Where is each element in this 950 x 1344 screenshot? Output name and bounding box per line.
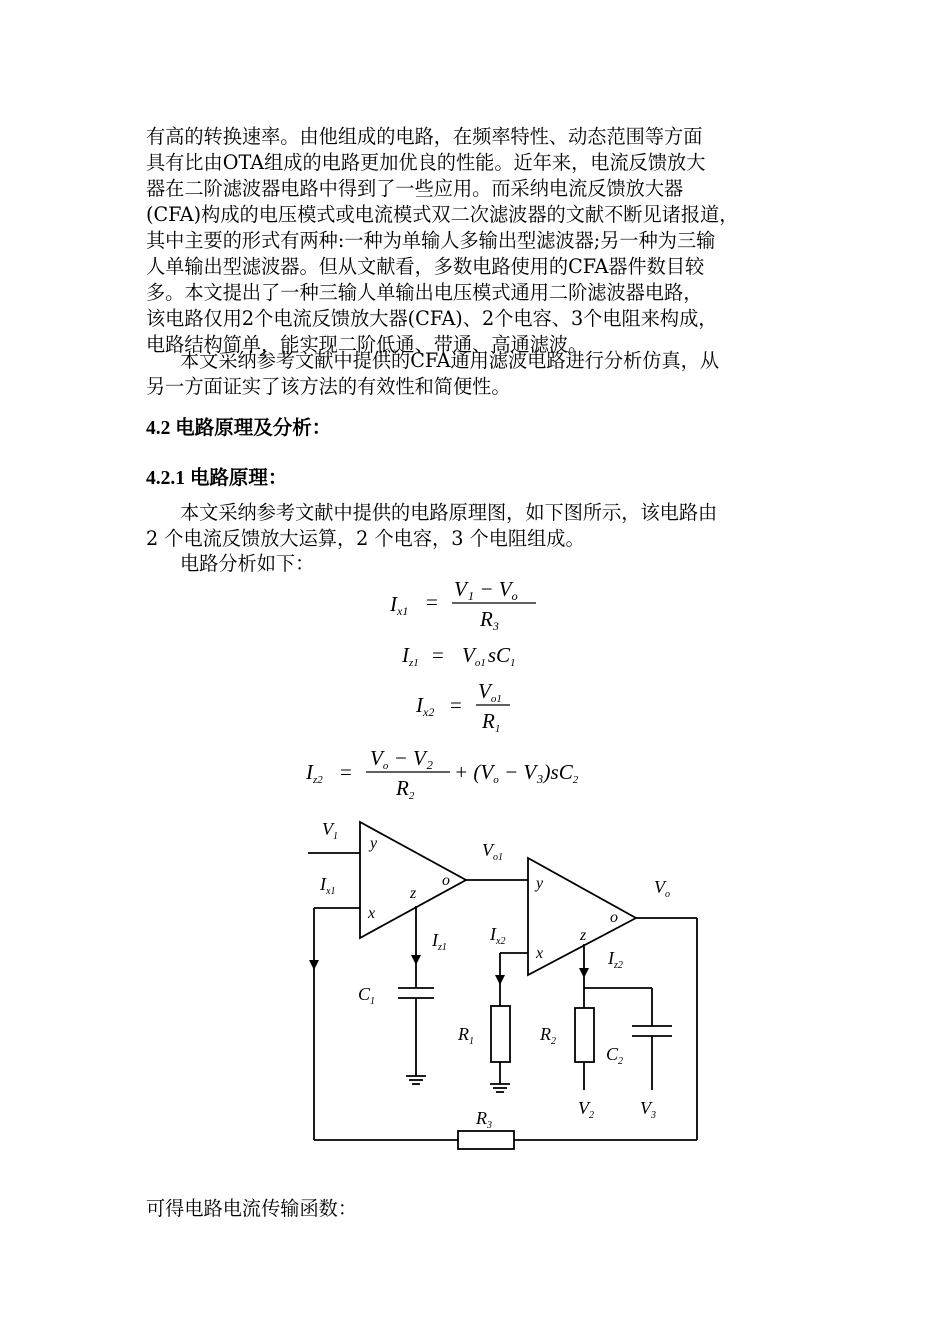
label-r1: $R_1$	[458, 1024, 474, 1047]
label-v3: $V_3$	[640, 1098, 656, 1121]
eq4-denominator: R2	[396, 776, 415, 802]
cfa-amplifier-2	[528, 858, 636, 975]
resistor-r3	[458, 1131, 514, 1149]
label-amp2-x: x	[536, 945, 544, 962]
arrow-icon	[309, 960, 319, 970]
eq1-denominator: R3	[480, 607, 499, 633]
eq1-lhs: Ix1	[390, 592, 409, 618]
equation-1	[389, 577, 536, 633]
resistor-r1	[491, 1006, 510, 1062]
label-c1: $C_1$	[358, 984, 376, 1007]
label-r3: $R_3$	[476, 1108, 492, 1131]
eq3-equals: =	[450, 693, 462, 717]
text-line: 多。本文提出了一种三输人单输出电压模式通用二阶滤波器电路，	[146, 281, 703, 304]
label-iz2: $I_{z2}$	[608, 948, 623, 971]
equation-4	[305, 746, 579, 802]
eq2-lhs: Iz1	[402, 643, 419, 669]
label-ix1: $I_{x1}$	[320, 874, 336, 897]
text-line: 电路分析如下：	[180, 552, 315, 575]
equation-2	[401, 643, 516, 669]
label-vo1: $V_{o1}$	[482, 840, 503, 863]
label-v2: $V_2$	[578, 1098, 594, 1121]
closing-paragraph	[146, 1196, 826, 1222]
eq4-tail: + (Vo − V₃)sC2	[454, 760, 579, 786]
text-line: 可得电路电流传输函数：	[146, 1197, 358, 1220]
label-amp1-x: x	[368, 905, 376, 922]
eq1-numerator: V₁ − Vo	[454, 577, 518, 603]
section-heading-4-2: 4.2 电路原理及分析：	[146, 418, 332, 439]
eq4-numerator: Vo − V₂	[370, 746, 434, 772]
label-amp1-z: z	[410, 885, 417, 902]
text-line: 2 个电流反馈放大运算，2 个电容，3 个电阻组成。	[146, 527, 585, 550]
arrow-icon	[495, 975, 505, 985]
eq4-lhs: Iz2	[306, 760, 323, 786]
section-heading-4-2-1: 4.2.1 电路原理：	[146, 468, 288, 489]
text-line: 本文采纳参考文献中提供的CFA通用滤波电路进行分析仿真，从	[180, 349, 720, 372]
text-line: 具有比由OTA组成的电路更加优良的性能。近年来，电流反馈放大	[146, 151, 706, 174]
eq1-equals: =	[426, 590, 438, 614]
label-amp2-z: z	[580, 927, 587, 944]
text-line: 人单输出型滤波器。但从文献看，多数电路使用的CFA器件数目较	[146, 255, 705, 278]
eq3-numerator: Vo1	[478, 679, 502, 705]
arrow-icon	[579, 968, 589, 978]
text-line: 另一方面证实了该方法的有效性和简便性。	[146, 375, 511, 398]
label-amp1-o: o	[442, 872, 450, 889]
label-ix2: $I_{x2}$	[490, 924, 506, 947]
text-line: 有高的转换速率。由他组成的电路，在频率特性、动态范围等方面	[146, 125, 703, 148]
text-line: 其中主要的形式有两种:一种为单输人多输出型滤波器;另一种为三输	[146, 229, 716, 252]
resistor-r2	[575, 1008, 594, 1062]
label-amp2-y: y	[536, 875, 544, 892]
eq3-lhs: Ix2	[416, 693, 435, 719]
label-amp1-y: y	[370, 835, 378, 852]
label-amp2-o: o	[610, 909, 618, 926]
text-line: 器在二阶滤波器电路中得到了一些应用。而采纳电流反馈放大器	[146, 177, 684, 200]
text-line: 该电路仅用2个电流反馈放大器(CFA)、2个电容、3个电阻来构成，	[146, 307, 718, 330]
text-line: 电路结构简单，能实现二阶低通、带通、高通滤波。	[146, 333, 588, 356]
arrow-icon	[411, 955, 421, 965]
eq4-equals: =	[340, 760, 352, 784]
label-c2: $C_2$	[606, 1044, 624, 1067]
current-arrows	[309, 955, 589, 985]
label-r2: $R_2$	[540, 1024, 556, 1047]
eq2-equals: =	[432, 643, 444, 667]
equation-3	[415, 679, 510, 735]
label-iz1: $I_{z1}$	[432, 930, 447, 953]
text-line: 本文采纳参考文献中提供的电路原理图，如下图所示，该电路由	[180, 501, 718, 524]
text-line: (CFA)构成的电压模式或电流模式双二次滤波器的文献不断见诸报道，	[146, 203, 739, 226]
eq2-rhs: Vo1sC1	[462, 643, 516, 669]
eq3-denominator: R1	[482, 709, 501, 735]
label-vo: $V_o$	[654, 877, 670, 900]
label-v1: $V_1$	[322, 819, 338, 842]
